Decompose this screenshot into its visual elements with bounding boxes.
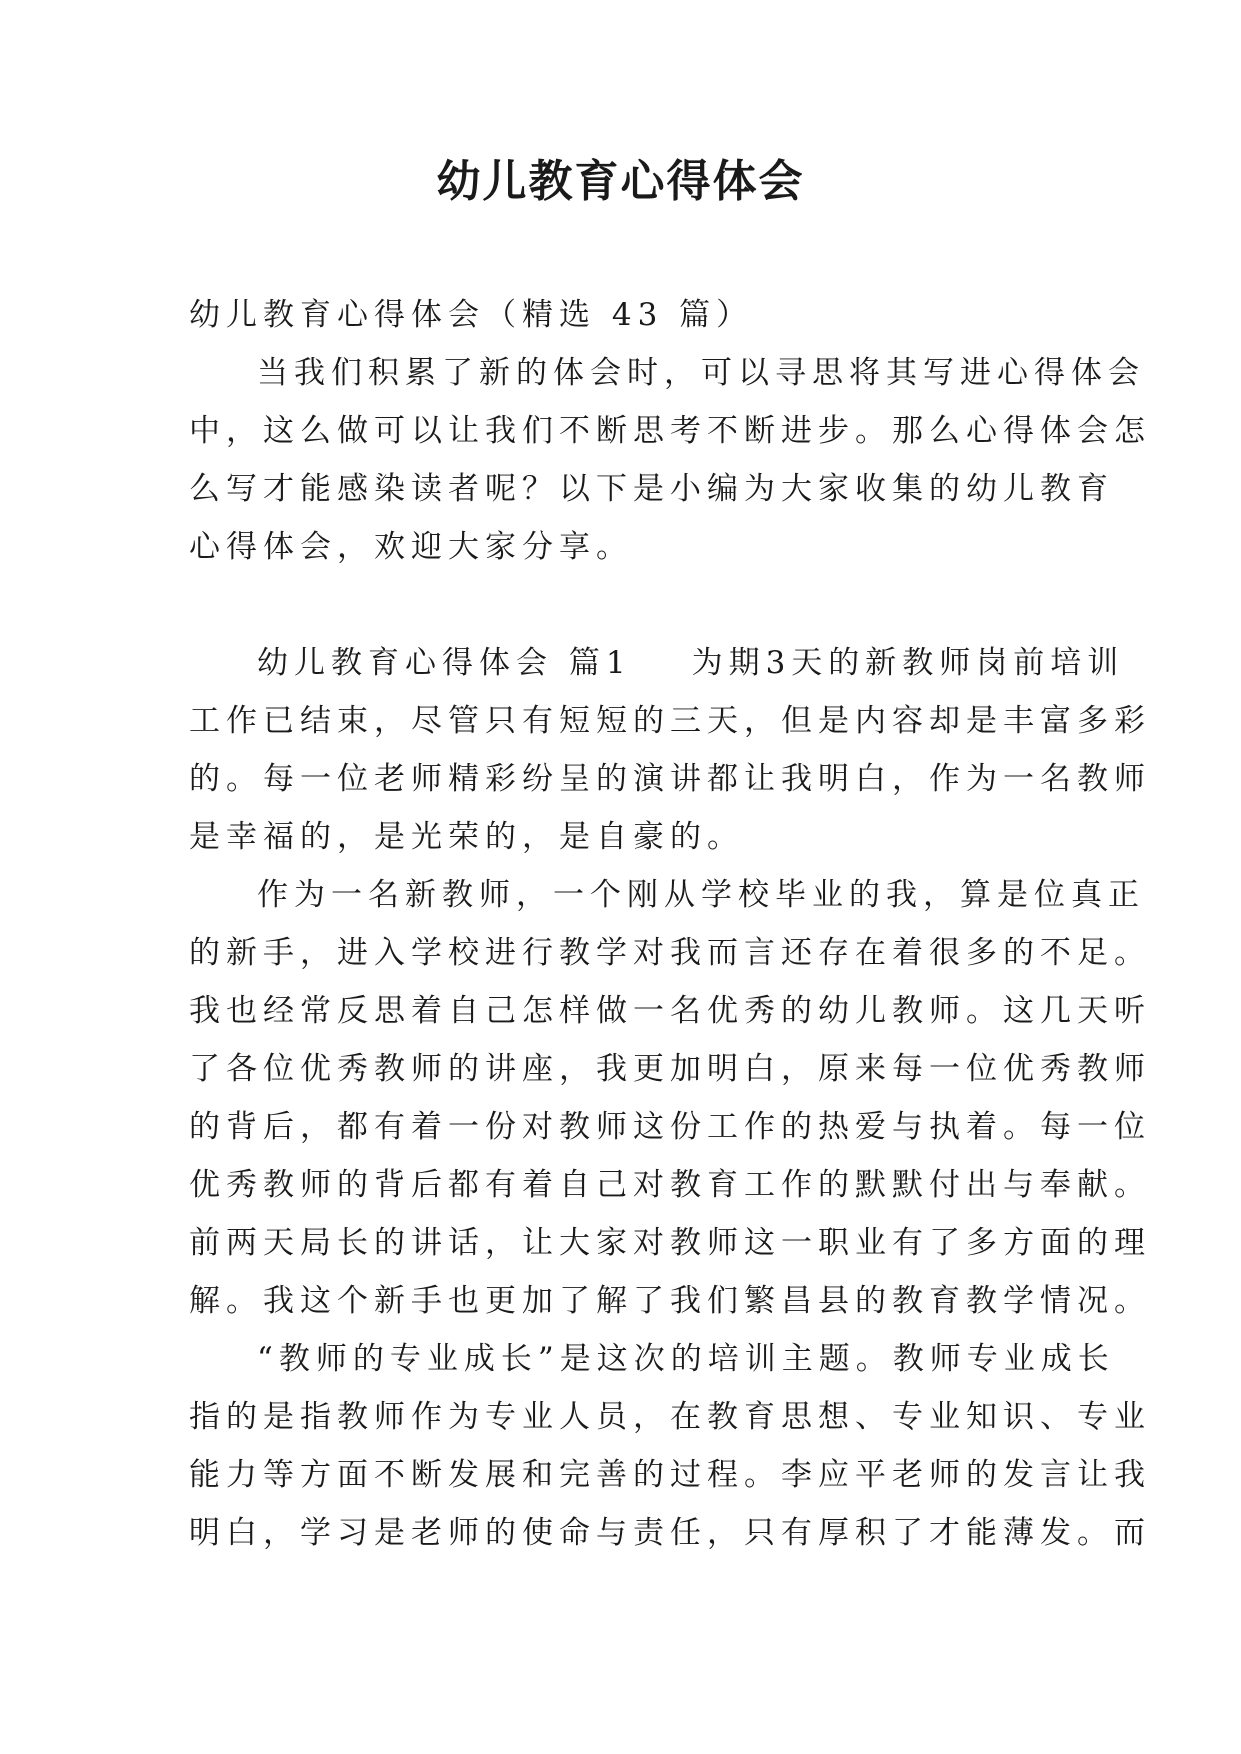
document-body (189, 286, 1151, 1562)
paragraph-line: 作为一名新教师，一个刚从学校毕业的我，算是位真正 (257, 877, 1145, 913)
paragraph-line: 了各位优秀教师的讲座，我更加明白，原来每一位优秀教师 (189, 1051, 1151, 1087)
document-title: 幼儿教育心得体会 (436, 156, 805, 207)
document-subtitle: 幼儿教育心得体会（精选 43 篇） (189, 297, 754, 333)
paragraph-line: 能力等方面不断发展和完善的过程。李应平老师的发言让我 (189, 1457, 1151, 1493)
section-first-line: 为期3天的新教师岗前培训 (691, 645, 1125, 681)
paragraph-line: 的新手，进入学校进行教学对我而言还存在着很多的不足。 (189, 935, 1151, 971)
section-heading-line (189, 634, 1125, 692)
paragraph-line: 的背后，都有着一份对教师这份工作的热爱与执着。每一位 (189, 1109, 1151, 1145)
paragraph-line: 指的是指教师作为专业人员，在教育思想、专业知识、专业 (189, 1399, 1151, 1435)
paragraph-line: 明白，学习是老师的使命与责任，只有厚积了才能薄发。而 (189, 1515, 1151, 1551)
paragraph-line: 我也经常反思着自己怎样做一名优秀的幼儿教师。这几天听 (189, 993, 1151, 1029)
paragraph-line: 优秀教师的背后都有着自己对教育工作的默默付出与奉献。 (189, 1167, 1151, 1203)
section-heading: 幼儿教育心得体会 篇1 (257, 645, 632, 681)
intro-line: 么写才能感染读者呢？以下是小编为大家收集的幼儿教育 (189, 471, 1114, 507)
paragraph-gap (189, 576, 1057, 634)
paragraph-line: 前两天局长的讲话，让大家对教师这一职业有了多方面的理 (189, 1225, 1151, 1261)
section-line: 工作已结束，尽管只有短短的三天，但是内容却是丰富多彩 (189, 703, 1151, 739)
section-line: 是幸福的，是光荣的，是自豪的。 (189, 819, 744, 855)
paragraph-line: 解。我这个新手也更加了解了我们繁昌县的教育教学情况。 (189, 1283, 1151, 1319)
intro-line: 中，这么做可以让我们不断思考不断进步。那么心得体会怎 (189, 413, 1151, 449)
section-line: 的。每一位老师精彩纷呈的演讲都让我明白，作为一名教师 (189, 761, 1151, 797)
paragraph-line: “教师的专业成长”是这次的培训主题。教师专业成长 (257, 1341, 1115, 1377)
intro-line: 当我们积累了新的体会时，可以寻思将其写进心得体会 (257, 355, 1145, 391)
intro-line: 心得体会，欢迎大家分享。 (189, 529, 633, 565)
